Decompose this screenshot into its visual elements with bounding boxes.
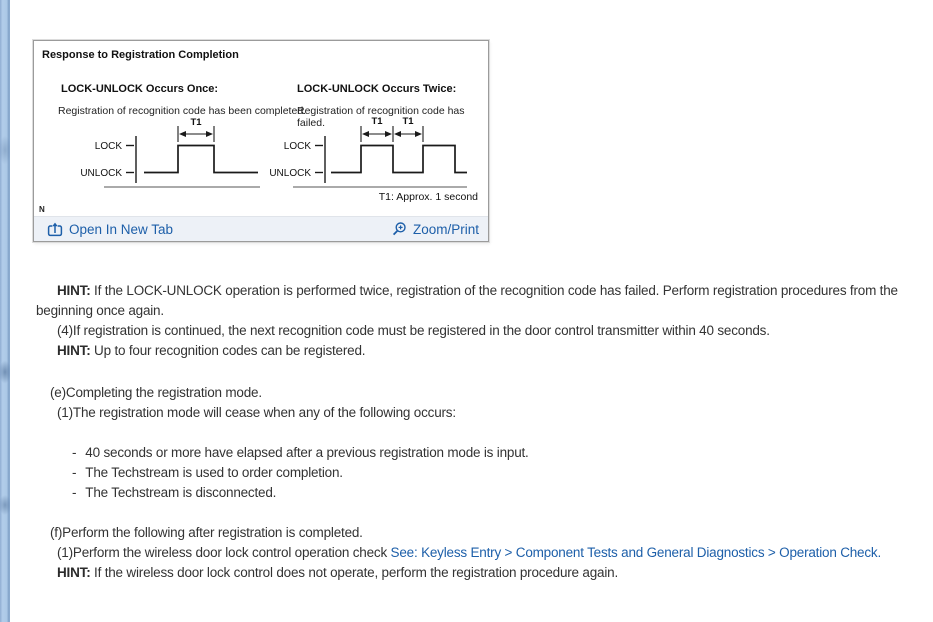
hint-text: If the wireless door lock control does not operate, perform the registration procedure again.: [90, 565, 618, 580]
t1-note: T1: Approx. 1 second: [378, 191, 478, 203]
unlock-axis-label: UNLOCK: [269, 168, 311, 179]
step-4: (4)If registration is continued, the next recognition code must be registered in the door control transmitter within 40 seconds.: [57, 323, 770, 338]
hint-text: Up to four recognition codes can be registered.: [90, 343, 366, 358]
bullet-dash: -: [72, 465, 77, 480]
lock-axis-label: LOCK: [283, 141, 311, 152]
open-in-new-tab-label: Open In New Tab: [69, 221, 174, 237]
open-in-new-tab-icon: [47, 221, 63, 237]
diagram-once-heading: LOCK-UNLOCK Occurs Once:: [61, 83, 219, 95]
procedure-text: [36, 281, 916, 583]
waveform-once-diagram: [72, 117, 264, 193]
zoom-print-button[interactable]: [391, 221, 479, 237]
diagram-twice-heading: LOCK-UNLOCK Occurs Twice:: [297, 83, 457, 95]
hint-paragraph-1: [36, 281, 916, 321]
list-item: [72, 463, 916, 483]
hint-text: If the LOCK-UNLOCK operation is performed twice, registration of the recognition code has failed. Perform registration procedures from the beginning once again.: [36, 283, 898, 318]
figure-title: Response to Registration Completion: [42, 49, 239, 61]
t1-marker-label-2: T1: [402, 116, 414, 127]
cease-conditions-list: [72, 443, 916, 503]
list-item: [72, 443, 916, 463]
hint-label: HINT:: [57, 565, 91, 580]
figure-id: N: [39, 205, 45, 214]
diagram-twice-caption: Registration of recognition code has failed.: [297, 105, 465, 129]
list-item-text: 40 seconds or more have elapsed after a previous registration mode is input.: [85, 445, 529, 460]
step-f: (f)Perform the following after registration is completed.: [50, 525, 363, 540]
hint-label: HINT:: [57, 283, 91, 298]
list-item-text: The Techstream is disconnected.: [85, 485, 277, 500]
magnifier-plus-icon: [391, 221, 407, 237]
page-edge-strip: [0, 0, 10, 622]
zoom-print-label: Zoom/Print: [412, 221, 479, 237]
bullet-dash: -: [72, 485, 77, 500]
operation-check-link[interactable]: See: Keyless Entry > Component Tests and General Diagnostics > Operation Check.: [390, 545, 882, 560]
unlock-axis-label: UNLOCK: [80, 168, 122, 179]
step-f-1: [36, 543, 916, 563]
hint-label: HINT:: [57, 343, 91, 358]
hint-paragraph-3: [36, 563, 916, 583]
step-e-1: (1)The registration mode will cease when any of the following occurs:: [57, 405, 456, 420]
list-item-text: The Techstream is used to order completion.: [85, 465, 343, 480]
figure-toolbar: [34, 216, 488, 241]
step-e: (e)Completing the registration mode.: [50, 385, 262, 400]
t1-marker-label: T1: [190, 117, 202, 128]
t1-marker-label-1: T1: [371, 116, 383, 127]
lock-axis-label: LOCK: [94, 141, 122, 152]
list-item: [72, 483, 916, 503]
step-f-1-text: (1)Perform the wireless door lock control operation check: [57, 545, 391, 560]
figure-panel: [33, 40, 489, 242]
waveform-twice-diagram: [265, 113, 471, 195]
hint-paragraph-2: [36, 341, 916, 361]
open-in-new-tab-button[interactable]: [47, 221, 173, 237]
diagram-once-caption: Registration of recognition code has been completed.: [58, 105, 307, 117]
bullet-dash: -: [72, 445, 77, 460]
